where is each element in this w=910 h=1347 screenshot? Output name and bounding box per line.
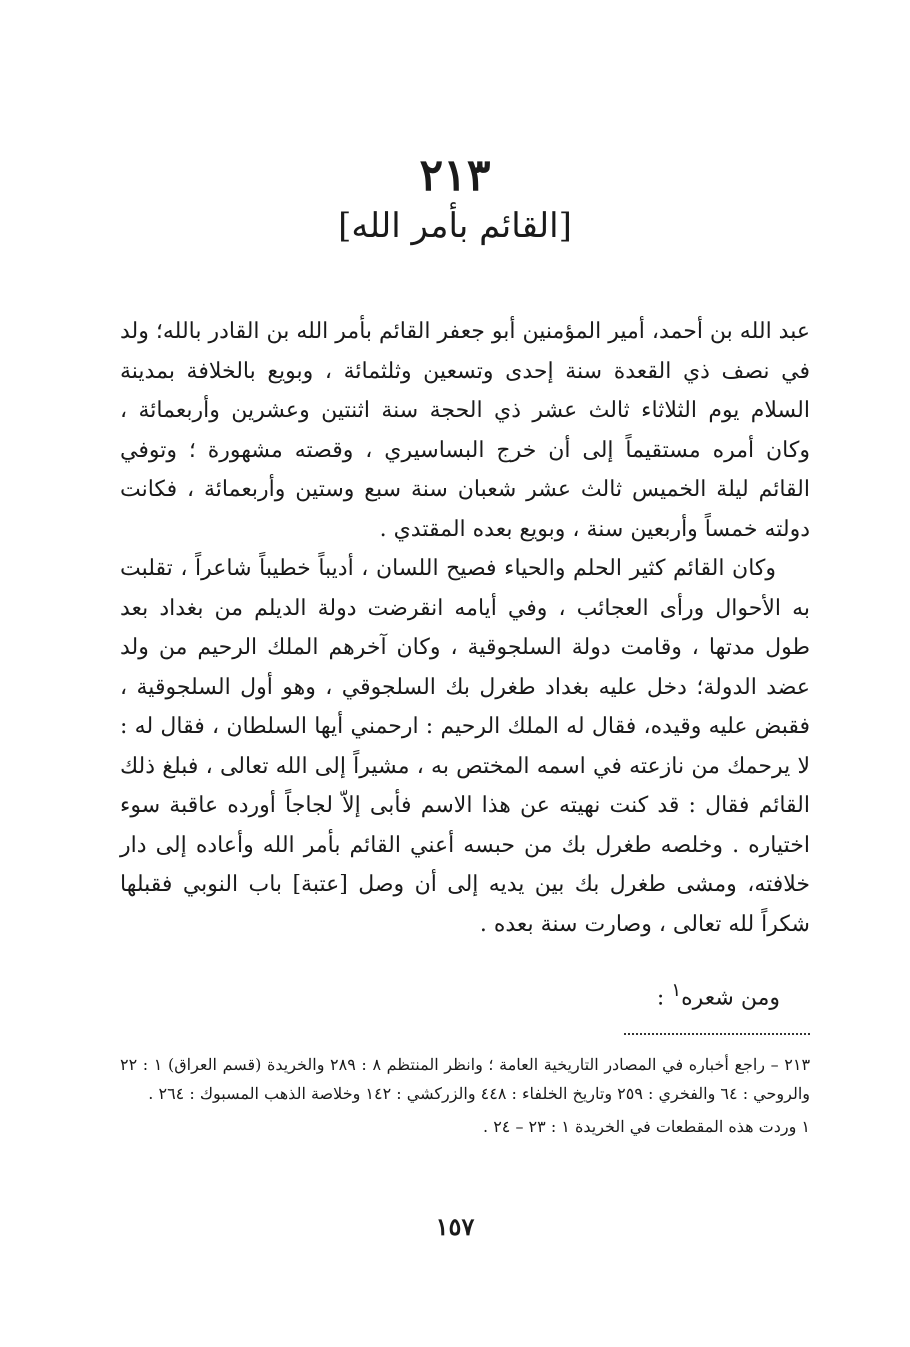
entry-title: [القائم بأمر الله]	[338, 206, 572, 246]
poetry-intro	[120, 980, 780, 1010]
main-text	[120, 312, 810, 944]
footnote-213: ٢١٣ – راجع أخباره في المصادر التاريخية العامة ؛ وانظر المنتظم ٨ : ٢٨٩ والخريدة (قسم العراق) ١ : ٢٢ والروحي : ٦٤ والفخري : ٢٥٩ وتاريخ الخلفاء : ٤٤٨ والزركشي : ١٤٢ وخلاصة الذهب المسبوك : ٢٦٤ .	[120, 1055, 811, 1103]
paragraph-1: عبد الله بن أحمد، أمير المؤمنين أبو جعفر القائم بأمر الله بن القادر بالله؛ ولد في نصف ذي القعدة سنة إحدى وتسعين وثلثمائة ، وبويع بالخلافة بمدينة السلام يوم الثلاثاء ثالث عشر ذي الحجة سنة اثنتين وعشرين وأربعمائة ، وكان أمره مستقيماً إلى أن خرج البساسيري ، وقصته مشهورة ؛ وتوفي القائم ليلة الخميس ثالث عشر شعبان سنة سبع وستين وأربعمائة ، فكانت دولته خمساً وأربعين سنة ، وبويع بعده المقتدي .	[120, 319, 811, 542]
footnote-separator	[624, 1033, 810, 1035]
footnote-reference: ١	[671, 980, 682, 1001]
poetry-intro-text: ومن شعره	[681, 985, 780, 1011]
poetry-intro-colon: :	[656, 985, 672, 1011]
page-number: ١٥٧	[435, 1212, 475, 1241]
paragraph-2: وكان القائم كثير الحلم والحياء فصيح اللسان ، أديباً خطيباً شاعراً ، تقلبت به الأحوال ورأى العجائب ، وفي أيامه انقرضت دولة الديلم من بغداد بعد طول مدتها ، وقامت دولة السلجوقية ، وكان آخرهم الملك الرحيم من ولد عضد الدولة؛ دخل عليه بغداد طغرل بك السلجوقي ، وهو أول السلجوقية ، فقبض عليه وقيده، فقال له الملك الرحيم : ارحمني أيها السلطان ، فقال له : لا يرحمك من نازعته في اسمه المختص به ، مشيراً إلى الله تعالى ، فبلغ ذلك القائم فقال : قد كنت نهيته عن هذا الاسم فأبى إلاّ لجاجاً أورده عاقبة سوء اختياره . وخلصه طغرل بك من حبسه أعني القائم بأمر الله وأعاده إلى دار خلافته، ومشى طغرل بك بين يديه إلى أن وصل [عتبة] باب النوبي فقبلها شكراً لله تعالى ، وصارت سنة بعده .	[120, 556, 810, 937]
entry-number: ٢١٣	[419, 150, 491, 201]
footnote-1: ١ وردت هذه المقطعات في الخريدة ١ : ٢٣ – ٢٤ .	[483, 1117, 810, 1136]
footnotes	[120, 1050, 810, 1141]
